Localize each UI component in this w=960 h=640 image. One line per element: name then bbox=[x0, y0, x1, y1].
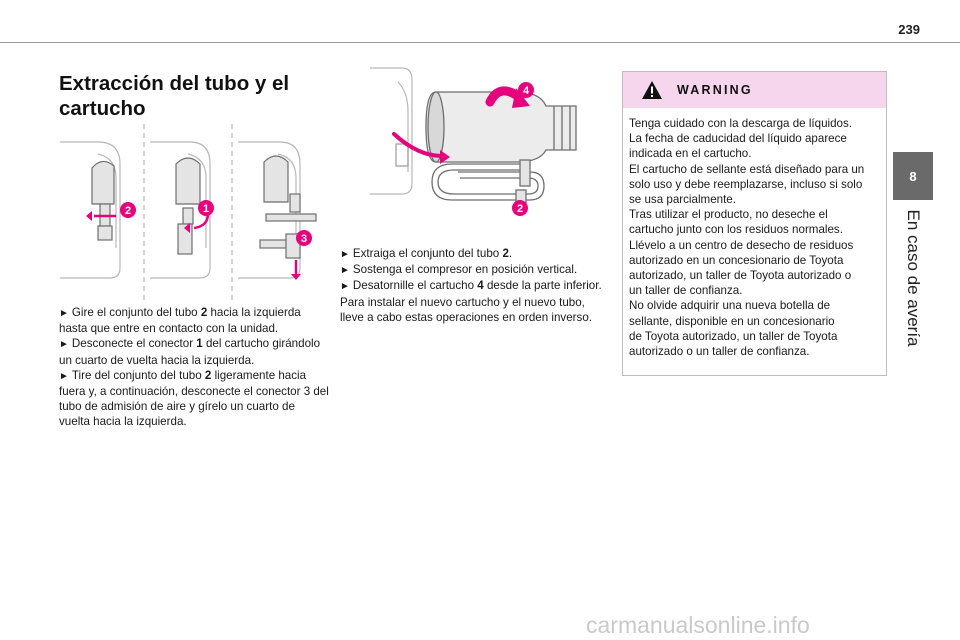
warning-line: indicada en el cartucho. bbox=[629, 147, 752, 161]
warning-line: solo uso y debe reemplazarse, incluso si solo bbox=[629, 177, 863, 191]
callout-1: 1 bbox=[202, 203, 210, 215]
warning-line: se usa parcialmente. bbox=[629, 193, 736, 207]
step-1: ► Gire el conjunto del tubo 2 hacia la izquierda hasta que entre en contacto con la unidad. bbox=[59, 306, 301, 336]
page-number: 239 bbox=[898, 22, 920, 37]
title-line-1: Extracción del tubo y el bbox=[59, 72, 290, 95]
title-line-2: cartucho bbox=[59, 97, 146, 120]
warning-line: de Toyota autorizado, un taller de Toyota bbox=[629, 329, 838, 343]
step-6: ► Desatornille el cartucho 4 desde la parte inferior. bbox=[340, 279, 602, 293]
chapter-label: En caso de avería bbox=[904, 209, 923, 347]
warning-line: sellante, disponible en un concesionario bbox=[629, 314, 835, 328]
header-rule bbox=[0, 42, 960, 43]
warning-triangle-icon bbox=[641, 80, 663, 100]
callout-2: 2 bbox=[124, 205, 132, 217]
warning-box bbox=[622, 71, 887, 376]
warning-line: cartucho junto con los residuos normales. bbox=[629, 223, 843, 237]
step-5: ► Sostenga el compresor en posición vertical. bbox=[340, 263, 578, 277]
warning-line: No olvide adquirir una nueva botella de bbox=[629, 299, 831, 313]
warning-line: Tenga cuidado con la descarga de líquidos. bbox=[629, 117, 853, 130]
warning-line: El cartucho de sellante está diseñado para un bbox=[629, 162, 865, 176]
callout-4: 4 bbox=[522, 85, 530, 97]
callout-2-col2: 2 bbox=[516, 203, 524, 215]
warning-line: un taller de confianza. bbox=[629, 284, 743, 298]
tube-disconnect-illustration bbox=[58, 118, 320, 302]
warning-line: autorizado en un concesionario de Toyota bbox=[629, 253, 844, 267]
step-2: ► Desconecte el conector 1 del cartucho girándolo un cuarto de vuelta hacia la izquierda. bbox=[59, 337, 321, 367]
watermark[interactable]: carmanualsonline.info bbox=[586, 612, 810, 638]
column-1-instructions bbox=[59, 305, 329, 430]
warning-line: La fecha de caducidad del líquido aparece bbox=[629, 132, 847, 146]
cartridge-removal-illustration bbox=[340, 62, 610, 230]
column-2-instructions bbox=[340, 246, 610, 325]
warning-body bbox=[623, 108, 886, 359]
warning-line: autorizado o un taller de confianza. bbox=[629, 345, 810, 359]
warning-header bbox=[623, 72, 886, 108]
section-title bbox=[59, 71, 319, 121]
callout-3: 3 bbox=[300, 233, 308, 245]
step-3: ► Tire del conjunto del tubo 2 ligeramente hacia fuera y, a continuación, desconecte el conector 3 del tubo de admisión de aire y gírelo un cuarto de vuelta hacia la izquierda. bbox=[59, 368, 329, 429]
chapter-tab[interactable]: 8 bbox=[893, 152, 933, 200]
warning-line: Llévelo a un centro de desecho de residuos bbox=[629, 238, 854, 252]
warning-title: WARNING bbox=[677, 83, 753, 97]
step-4: ► Extraiga el conjunto del tubo 2. bbox=[340, 247, 513, 260]
reinstall-paragraph: Para instalar el nuevo cartucho y el nuevo tubo, lleve a cabo estas operaciones en orden inverso. bbox=[340, 295, 592, 324]
warning-line: autorizado, un taller de Toyota autorizado o bbox=[629, 269, 852, 283]
warning-line: Tras utilizar el producto, no deseche el bbox=[629, 208, 828, 222]
